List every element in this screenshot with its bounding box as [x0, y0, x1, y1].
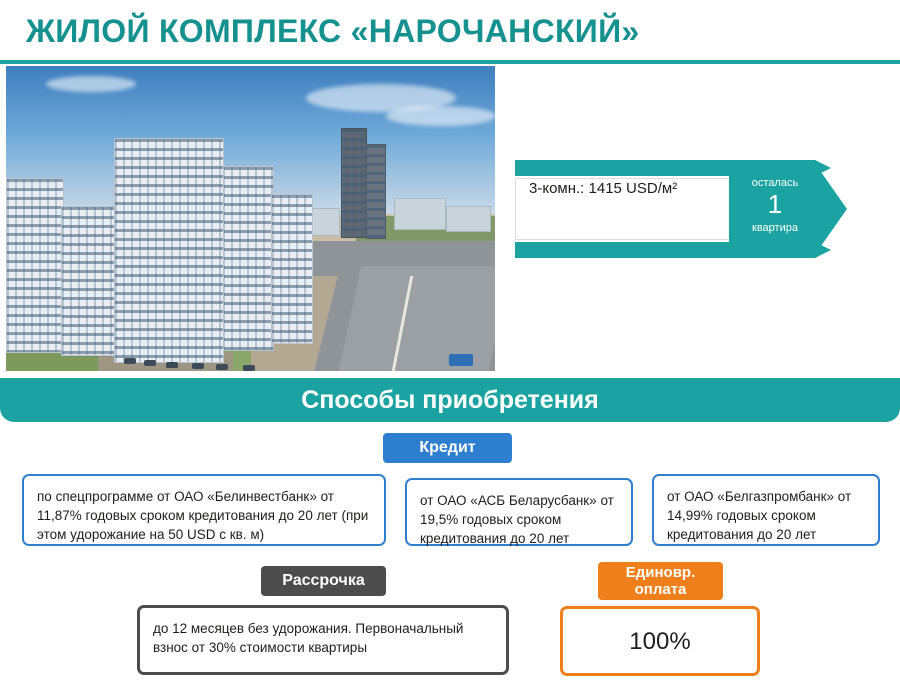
header-divider — [0, 60, 900, 64]
photo-background-building — [446, 206, 491, 232]
photo-tower — [222, 166, 274, 351]
price-text: 3-комн.: 1415 USD/м² — [529, 180, 678, 197]
installment-chip: Рассрочка — [261, 566, 386, 596]
single-payment-card: 100% — [560, 606, 760, 676]
complex-photo — [6, 66, 495, 371]
page-header — [0, 0, 900, 63]
section-title: Способы приобретения — [301, 385, 599, 414]
credit-card-text: от ОАО «Белгазпромбанк» от 14,99% годовых сроком кредитования до 20 лет — [667, 489, 852, 542]
price-ribbon — [507, 160, 845, 270]
purchase-methods-band — [0, 378, 900, 422]
photo-car — [216, 364, 228, 370]
credit-chip: Кредит — [383, 433, 512, 463]
photo-cloud — [46, 76, 136, 92]
photo-main-tower — [114, 138, 224, 363]
photo-tower — [61, 206, 116, 356]
credit-card-text: от ОАО «АСБ Беларусбанк» от 19,5% годовых сроком кредитования до 20 лет — [420, 493, 614, 546]
credit-card-belgazprombank — [652, 474, 880, 546]
remaining-label-top: осталась — [751, 177, 799, 189]
installment-card-text: до 12 месяцев без удорожания. Первоначальный взнос от 30% стоимости квартиры — [153, 621, 464, 655]
photo-tower-dark — [366, 144, 386, 239]
credit-card-belinvestbank — [22, 474, 386, 546]
photo-cloud — [386, 106, 495, 126]
photo-car — [166, 362, 178, 368]
remaining-count: 1 — [767, 189, 783, 219]
photo-tower — [6, 178, 64, 353]
credit-card-belarusbank — [405, 478, 633, 546]
installment-card — [137, 605, 509, 675]
photo-car — [124, 358, 136, 364]
photo-background-building — [394, 198, 446, 230]
photo-car — [144, 360, 156, 366]
photo-bus — [449, 354, 473, 366]
single-payment-chip-line2: оплата — [634, 581, 687, 598]
photo-tower — [271, 194, 313, 344]
photo-car — [243, 365, 255, 371]
credit-card-text: по спецпрограмме от ОАО «Белинвестбанк» от 11,87% годовых сроком кредитования до 20 лет (при этом удорожание на 50 USD с кв. м) — [37, 489, 369, 542]
page-title: ЖИЛОЙ КОМПЛЕКС «НАРОЧАНСКИЙ» — [26, 13, 640, 49]
photo-tower-dark — [341, 128, 367, 238]
single-payment-chip — [598, 562, 723, 600]
ribbon-arrow-icon — [821, 172, 847, 246]
single-payment-chip-line1: Единовр. — [625, 564, 696, 581]
remaining-label-bottom: квартира — [752, 222, 798, 234]
photo-car — [192, 363, 204, 369]
